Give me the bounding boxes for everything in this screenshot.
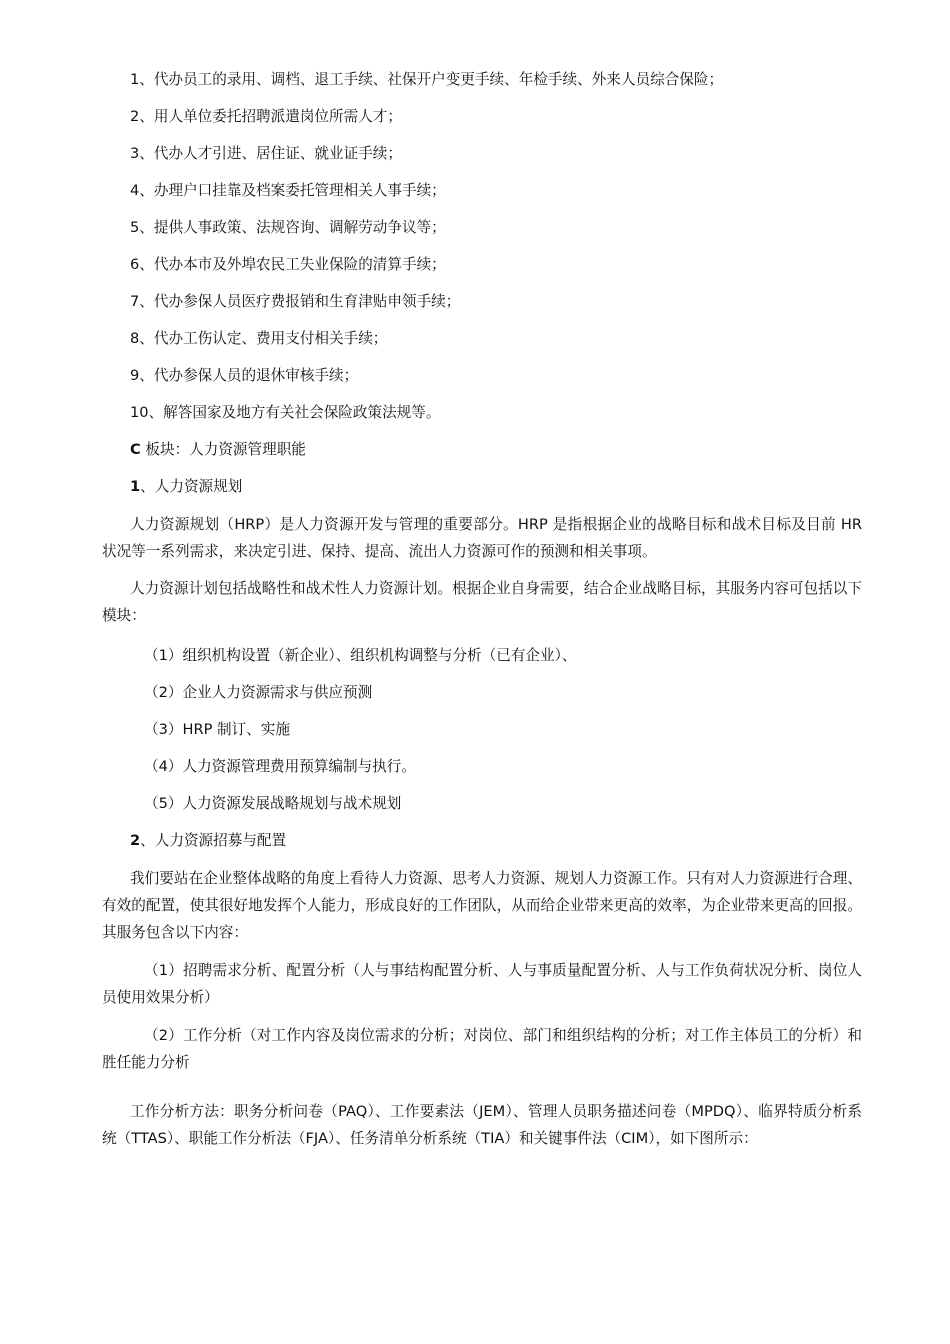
list-item: 3、代办人才引进、居住证、就业证手续；: [130, 145, 402, 162]
list-item: 9、代办参保人员的退休审核手续；: [130, 367, 359, 384]
list-item: 5、提供人事政策、法规咨询、调解劳动争议等；: [130, 219, 446, 236]
hrp-item: （2）企业人力资源需求与供应预测: [144, 684, 373, 701]
section-c-prefix: C: [130, 441, 141, 458]
hrp-item: （4）人力资源管理费用预算编制与执行。: [144, 758, 416, 775]
list-item: 8、代办工伤认定、费用支付相关手续；: [130, 330, 388, 347]
list-item: 2、用人单位委托招聘派遣岗位所需人才；: [130, 108, 402, 125]
section-1-number: 1: [130, 478, 141, 495]
job-analysis-methods: 工作分析方法：职务分析问卷（PAQ）、工作要素法（JEM）、管理人员职务描述问卷（MPDQ）、临界特质分析系统（TTAS）、职能工作分析法（FJA）、任务清单分析系统（TIA）和关键事件法（CIM），如下图所示：: [102, 1103, 862, 1147]
recruitment-paragraph: 我们要站在企业整体战略的角度上看待人力资源、思考人力资源、规划人力资源工作。只有对人力资源进行合理、有效的配置，使其很好地发挥个人能力，形成良好的工作团队，从而给企业带来更高的效率，为企业带来更高的回报。其服务包含以下内容：: [102, 870, 862, 941]
recruitment-item: （1）招聘需求分析、配置分析（人与事结构配置分析、人与事质量配置分析、人与工作负荷状况分析、岗位人员使用效果分析）: [102, 962, 862, 1006]
list-item: 10、解答国家及地方有关社会保险政策法规等。: [130, 404, 441, 421]
section-2-number: 2: [130, 832, 141, 849]
section-c-heading: [130, 441, 306, 459]
hrp-paragraph: 人力资源规划（HRP）是人力资源开发与管理的重要部分。HRP 是指根据企业的战略目标和战术目标及目前 HR 状况等一系列需求，来决定引进、保持、提高、流出人力资源可作的预测和相关事项。: [102, 516, 862, 560]
section-2-title: 、人力资源招募与配置: [140, 832, 287, 849]
section-2-heading: [130, 832, 286, 850]
list-item: 1、代办员工的录用、调档、退工手续、社保开户变更手续、年检手续、外来人员综合保险；: [130, 71, 724, 88]
list-item: 6、代办本市及外埠农民工失业保险的清算手续；: [130, 256, 446, 273]
section-c-title: 板块：人力资源管理职能: [140, 441, 306, 458]
list-item: 7、代办参保人员医疗费报销和生育津贴申领手续；: [130, 293, 461, 310]
section-1-heading: [130, 478, 242, 496]
hrp-item: （5）人力资源发展战略规划与战术规划: [144, 795, 402, 812]
list-item: 4、办理户口挂靠及档案委托管理相关人事手续；: [130, 182, 446, 199]
hrp-item: （3）HRP 制订、实施: [144, 721, 290, 738]
section-1-title: 、人力资源规划: [140, 478, 243, 495]
hrp-item: （1）组织机构设置（新企业）、组织机构调整与分析（已有企业）、: [144, 647, 577, 664]
recruitment-item: （2）工作分析（对工作内容及岗位需求的分析；对岗位、部门和组织结构的分析；对工作主体员工的分析）和胜任能力分析: [102, 1027, 862, 1071]
hr-plan-paragraph: 人力资源计划包括战略性和战术性人力资源计划。根据企业自身需要，结合企业战略目标，其服务内容可包括以下模块：: [102, 580, 862, 624]
